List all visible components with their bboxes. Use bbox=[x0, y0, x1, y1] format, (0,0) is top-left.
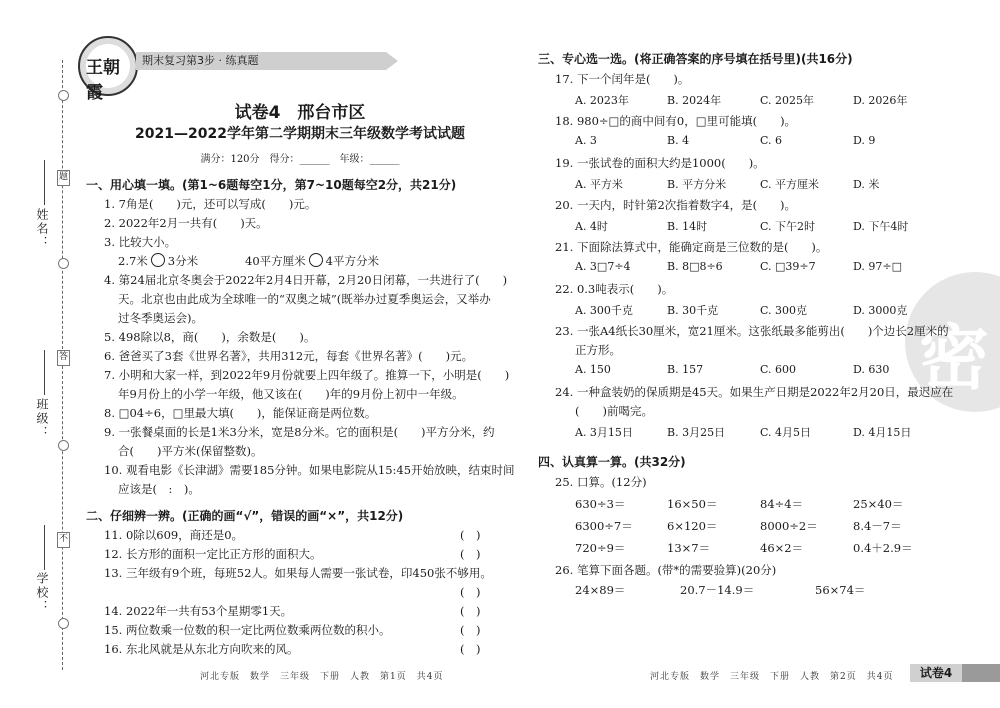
binding-word-mid: 答 bbox=[57, 350, 70, 366]
section-4-title: 四、认真算一算。(共32分) bbox=[538, 455, 686, 469]
score-meta: 满分：120分 得分：______ 年级：______ bbox=[200, 154, 400, 165]
footer-right: 河北专版 数学 三年级 下册 人教 第2页 共4页 bbox=[650, 672, 894, 682]
option-18b[interactable]: B. 4 bbox=[667, 134, 690, 147]
paper-tab: 试卷4 bbox=[910, 664, 962, 682]
oral-calc: 46×2＝ bbox=[760, 541, 804, 555]
written-calc: 56×74＝ bbox=[815, 583, 866, 597]
compare-a: 2.7米 3分米 bbox=[118, 254, 199, 268]
question-9-line2: 合( )平方米(保留整数)。 bbox=[118, 444, 263, 458]
option-20b[interactable]: B. 14时 bbox=[667, 220, 708, 233]
question-20: 20. 一天内，时针第2次指着数字4，是( )。 bbox=[555, 198, 797, 212]
name-underline bbox=[44, 160, 45, 205]
question-7-line1: 7. 小明和大家一样，到2022年9月份就要上四年级了。推算一下，小明是( ) bbox=[104, 368, 510, 382]
written-calc: 20.7－14.9＝ bbox=[680, 583, 755, 597]
option-22a[interactable]: A. 300千克 bbox=[575, 304, 633, 317]
answer-paren[interactable]: ( ) bbox=[460, 623, 481, 637]
school-label: 学校： bbox=[35, 572, 49, 614]
oral-calc: 720÷9＝ bbox=[575, 541, 626, 555]
question-17: 17. 下一个闰年是( )。 bbox=[555, 72, 690, 86]
binding-word-top: 题 bbox=[57, 170, 70, 186]
section-3-title: 三、专心选一选。(将正确答案的序号填在括号里)(共16分) bbox=[538, 52, 853, 66]
option-21b[interactable]: B. 8□8÷6 bbox=[667, 260, 723, 273]
binding-dot bbox=[58, 90, 69, 101]
option-21c[interactable]: C. □39÷7 bbox=[760, 260, 816, 273]
question-15: 15. 两位数乘一位数的积一定比两位数乘两位数的积小。 bbox=[104, 623, 391, 637]
question-10-line2: 应该是( : )。 bbox=[118, 482, 200, 496]
compare-b: 40平方厘米 4平方分米 bbox=[245, 254, 379, 268]
brand-logo: 王朝霞 bbox=[78, 36, 138, 96]
option-22c[interactable]: C. 300克 bbox=[760, 304, 808, 317]
option-21a[interactable]: A. 3□7÷4 bbox=[575, 260, 631, 273]
school-underline bbox=[44, 525, 45, 570]
option-23c[interactable]: C. 600 bbox=[760, 363, 797, 376]
oral-calc: 13×7＝ bbox=[667, 541, 711, 555]
option-19a[interactable]: A. 平方米 bbox=[575, 178, 623, 191]
option-18c[interactable]: C. 6 bbox=[760, 134, 783, 147]
binding-word-low: 不 bbox=[57, 532, 70, 548]
question-16: 16. 东北风就是从东北方向吹来的风。 bbox=[104, 642, 299, 656]
exam-title: 试卷4 邢台市区 bbox=[234, 103, 366, 123]
question-10-line1: 10. 观看电影《长津湖》需要185分钟。如果电影院从15:45开始放映，结束时间 bbox=[104, 463, 515, 477]
option-20c[interactable]: C. 下午2时 bbox=[760, 220, 816, 233]
question-6: 6. 爸爸买了3套《世界名著》，共用312元，每套《世界名著》( )元。 bbox=[104, 349, 474, 363]
option-24c[interactable]: C. 4月5日 bbox=[760, 426, 812, 439]
option-18d[interactable]: D. 9 bbox=[853, 134, 876, 147]
option-18a[interactable]: A. 3 bbox=[575, 134, 597, 147]
option-17d[interactable]: D. 2026年 bbox=[853, 94, 908, 107]
question-5: 5. 498除以8，商( )，余数是( )。 bbox=[104, 330, 316, 344]
option-17b[interactable]: B. 2024年 bbox=[667, 94, 722, 107]
compare-circle[interactable] bbox=[309, 253, 323, 267]
question-4-line2: 天。北京也由此成为全球唯一的“双奥之城”(既举办过夏季奥运会，又举办 bbox=[118, 292, 491, 306]
oral-calc: 630÷3＝ bbox=[575, 497, 626, 511]
exam-subtitle: 2021—2022学年第二学期期末三年级数学考试试题 bbox=[135, 126, 465, 142]
oral-calc: 0.4＋2.9＝ bbox=[853, 541, 913, 555]
answer-paren[interactable]: ( ) bbox=[460, 528, 481, 542]
question-26: 26. 笔算下面各题。(带*的需要验算)(20分) bbox=[555, 563, 777, 577]
question-1: 1. 7角是( )元，还可以写成( )元。 bbox=[104, 197, 317, 211]
question-12: 12. 长方形的面积一定比正方形的面积大。 bbox=[104, 547, 322, 561]
question-9-line1: 9. 一张餐桌面的长是1米3分米，宽是8分米。它的面积是( )平方分米，约 bbox=[104, 425, 495, 439]
answer-paren[interactable]: ( ) bbox=[460, 585, 481, 599]
binding-dot bbox=[58, 618, 69, 629]
option-24b[interactable]: B. 3月25日 bbox=[667, 426, 726, 439]
option-20a[interactable]: A. 4时 bbox=[575, 220, 608, 233]
question-18: 18. 980÷□的商中间有0，□里可能填( )。 bbox=[555, 114, 797, 128]
question-24-line2: ( )前喝完。 bbox=[575, 404, 653, 418]
oral-calc: 25×40＝ bbox=[853, 497, 904, 511]
option-22b[interactable]: B. 30千克 bbox=[667, 304, 719, 317]
answer-paren[interactable]: ( ) bbox=[460, 642, 481, 656]
oral-calc: 16×50＝ bbox=[667, 497, 718, 511]
section-2-title: 二、仔细辨一辨。(正确的画“√”，错误的画“×”，共12分) bbox=[86, 509, 404, 523]
class-label: 班级： bbox=[35, 398, 49, 440]
question-8: 8. □04÷6，□里最大填( )，能保证商是两位数。 bbox=[104, 406, 377, 420]
confidential-seal: 密 bbox=[905, 272, 1000, 412]
oral-calc: 84÷4＝ bbox=[760, 497, 804, 511]
question-4-line1: 4. 第24届北京冬奥会于2022年2月4日开幕，2月20日闭幕，一共进行了( ) bbox=[104, 273, 508, 287]
binding-dot bbox=[58, 258, 69, 269]
question-23-line2: 正方形。 bbox=[575, 343, 621, 357]
paper-tab-bar bbox=[962, 664, 1000, 682]
option-19b[interactable]: B. 平方分米 bbox=[667, 178, 727, 191]
question-22: 22. 0.3吨表示( )。 bbox=[555, 282, 674, 296]
option-23a[interactable]: A. 150 bbox=[575, 363, 611, 376]
option-23b[interactable]: B. 157 bbox=[667, 363, 704, 376]
name-label: 姓名： bbox=[35, 208, 49, 250]
question-7-line2: 年9月份上的小学一年级，他又该在( )年的9月份上初中一年级。 bbox=[118, 387, 464, 401]
compare-circle[interactable] bbox=[151, 253, 165, 267]
question-11: 11. 0除以609，商还是0。 bbox=[104, 528, 244, 542]
footer-left: 河北专版 数学 三年级 下册 人教 第1页 共4页 bbox=[200, 672, 444, 682]
question-4-line3: 过冬季奥运会)。 bbox=[118, 311, 203, 325]
binding-dot bbox=[58, 440, 69, 451]
option-19d[interactable]: D. 米 bbox=[853, 178, 880, 191]
class-underline bbox=[44, 350, 45, 395]
question-21: 21. 下面除法算式中，能确定商是三位数的是( )。 bbox=[555, 240, 828, 254]
option-24a[interactable]: A. 3月15日 bbox=[575, 426, 633, 439]
option-17a[interactable]: A. 2023年 bbox=[575, 94, 629, 107]
option-17c[interactable]: C. 2025年 bbox=[760, 94, 815, 107]
question-19: 19. 一张试卷的面积大约是1000( )。 bbox=[555, 156, 765, 170]
oral-calc: 6×120＝ bbox=[667, 519, 718, 533]
question-13: 13. 三年级有9个班，每班52人。如果每人需要一张试卷，印450张不够用。 bbox=[104, 566, 492, 580]
option-19c[interactable]: C. 平方厘米 bbox=[760, 178, 820, 191]
option-20d[interactable]: D. 下午4时 bbox=[853, 220, 909, 233]
option-21d[interactable]: D. 97÷□ bbox=[853, 260, 903, 273]
answer-paren[interactable]: ( ) bbox=[460, 604, 481, 618]
option-22d[interactable]: D. 3000克 bbox=[853, 304, 908, 317]
oral-calc: 8000÷2＝ bbox=[760, 519, 818, 533]
header-bar: 期末复习第3步 · 练真题 bbox=[136, 52, 386, 70]
question-3: 3. 比较大小。 bbox=[104, 235, 177, 249]
written-calc: 24×89＝ bbox=[575, 583, 626, 597]
oral-calc: 6300÷7＝ bbox=[575, 519, 633, 533]
option-24d[interactable]: D. 4月15日 bbox=[853, 426, 912, 439]
question-23-line1: 23. 一张A4纸长30厘米，宽21厘米。这张纸最多能剪出( )个边长2厘米的 bbox=[555, 324, 949, 338]
answer-paren[interactable]: ( ) bbox=[460, 547, 481, 561]
question-2: 2. 2022年2月一共有( )天。 bbox=[104, 216, 268, 230]
question-14: 14. 2022年一共有53个星期零1天。 bbox=[104, 604, 293, 618]
question-25: 25. 口算。(12分) bbox=[555, 475, 647, 489]
section-1-title: 一、用心填一填。(第1~6题每空1分，第7~10题每空2分，共21分) bbox=[86, 178, 457, 192]
question-24-line1: 24. 一种盒装奶的保质期是45天。如果生产日期是2022年2月20日，最迟应在 bbox=[555, 385, 954, 399]
option-23d[interactable]: D. 630 bbox=[853, 363, 890, 376]
oral-calc: 8.4－7＝ bbox=[853, 519, 902, 533]
